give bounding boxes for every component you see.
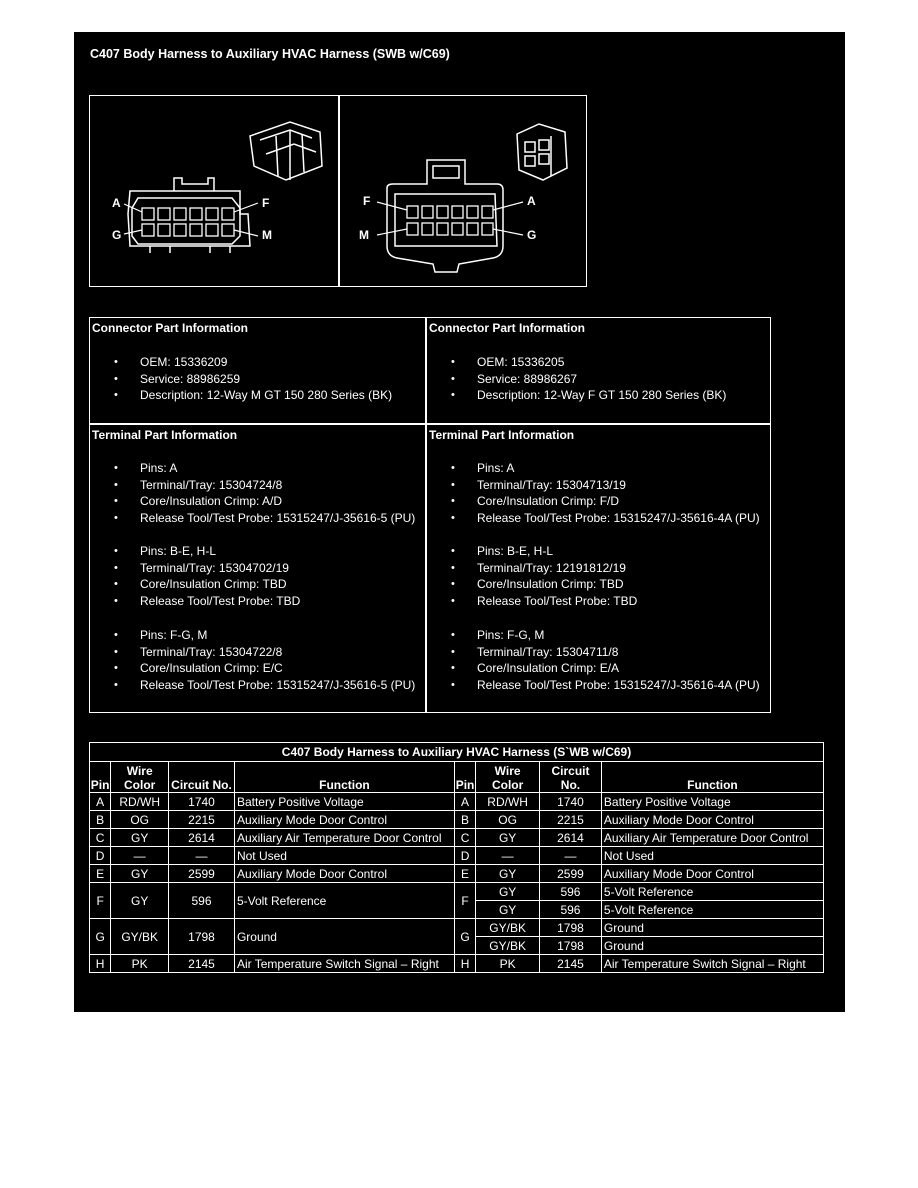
- list-item: • Release Tool/Test Probe: 15315247/J-35616-4A (PU): [451, 510, 760, 527]
- table-cell: 2599: [169, 865, 235, 883]
- table-cell: H: [90, 955, 111, 973]
- table-cell: G: [454, 919, 475, 955]
- pinout-table-body: [90, 793, 824, 973]
- table-cell: GY/BK: [476, 937, 540, 955]
- part-information-table: [89, 317, 771, 713]
- table-cell: Air Temperature Switch Signal – Right: [234, 955, 454, 973]
- column-header-wire-color: Wire Color: [111, 762, 169, 793]
- female-connector-3d-icon: [517, 124, 567, 180]
- pin-label-f: F: [363, 194, 371, 208]
- column-header-function: Function: [234, 762, 454, 793]
- table-cell: Auxiliary Mode Door Control: [234, 865, 454, 883]
- table-cell: Ground: [234, 919, 454, 955]
- table-cell: OG: [111, 811, 169, 829]
- table-cell: Battery Positive Voltage: [234, 793, 454, 811]
- table-cell: 5-Volt Reference: [601, 901, 823, 919]
- list-item: • Terminal/Tray: 15304711/8: [451, 644, 760, 661]
- list-item: • OEM: 15336205: [451, 354, 726, 371]
- table-row: [90, 793, 824, 811]
- table-cell: 596: [169, 883, 235, 919]
- table-cell: Auxiliary Air Temperature Door Control: [601, 829, 823, 847]
- list-item: • OEM: 15336209: [114, 354, 392, 371]
- list-item: • Release Tool/Test Probe: 15315247/J-35616-4A (PU): [451, 677, 760, 694]
- table-cell: 1798: [540, 919, 602, 937]
- list-item: • Core/Insulation Crimp: TBD: [114, 576, 300, 593]
- table-cell: 5-Volt Reference: [234, 883, 454, 919]
- list-item: • Core/Insulation Crimp: E/C: [114, 660, 415, 677]
- table-cell: A: [454, 793, 475, 811]
- table-cell: Ground: [601, 919, 823, 937]
- table-row: [90, 883, 824, 901]
- pin-label-g: G: [527, 228, 537, 242]
- table-cell: G: [90, 919, 111, 955]
- table-cell: —: [476, 847, 540, 865]
- pin-label-a: A: [112, 196, 121, 210]
- table-cell: Ground: [601, 937, 823, 955]
- table-cell: Battery Positive Voltage: [601, 793, 823, 811]
- list-item: • Core/Insulation Crimp: E/A: [451, 660, 760, 677]
- list-item: • Terminal/Tray: 15304724/8: [114, 477, 415, 494]
- list-item: • Pins: A: [451, 460, 760, 477]
- table-cell: 596: [540, 901, 602, 919]
- table-cell: 596: [540, 883, 602, 901]
- table-row: [90, 811, 824, 829]
- list-item: • Terminal/Tray: 15304722/8: [114, 644, 415, 661]
- table-cell: H: [454, 955, 475, 973]
- column-header-pin: Pin: [454, 762, 475, 793]
- table-cell: —: [540, 847, 602, 865]
- table-cell: GY: [476, 865, 540, 883]
- list-item: • Pins: F-G, M: [451, 627, 760, 644]
- left-terminal-info: [90, 425, 425, 712]
- table-cell: D: [454, 847, 475, 865]
- table-row: [90, 829, 824, 847]
- table-cell: D: [90, 847, 111, 865]
- list-item: • Terminal/Tray: 12191812/19: [451, 560, 637, 577]
- table-cell: F: [90, 883, 111, 919]
- connector-info-header: Connector Part Information: [429, 321, 586, 335]
- table-cell: 2599: [540, 865, 602, 883]
- table-cell: GY: [476, 901, 540, 919]
- list-item: • Service: 88986259: [114, 371, 392, 388]
- table-row: [90, 865, 824, 883]
- pin-label-m: M: [262, 228, 272, 242]
- list-item: • Release Tool/Test Probe: TBD: [114, 593, 300, 610]
- table-row: [90, 955, 824, 973]
- table-cell: Auxiliary Mode Door Control: [601, 865, 823, 883]
- table-cell: GY: [111, 883, 169, 919]
- pinout-table: [89, 742, 824, 973]
- connector-info-header: Connector Part Information: [92, 321, 249, 335]
- table-cell: OG: [476, 811, 540, 829]
- table-cell: GY: [111, 829, 169, 847]
- terminal-info-header: Terminal Part Information: [429, 428, 575, 442]
- table-cell: GY: [476, 829, 540, 847]
- table-cell: RD/WH: [111, 793, 169, 811]
- table-cell: GY/BK: [111, 919, 169, 955]
- table-cell: 2614: [169, 829, 235, 847]
- table-cell: GY: [111, 865, 169, 883]
- table-cell: —: [111, 847, 169, 865]
- table-cell: 2614: [540, 829, 602, 847]
- male-connector-3d-icon: [250, 122, 322, 180]
- table-cell: 1798: [169, 919, 235, 955]
- list-item: • Pins: B-E, H-L: [451, 543, 637, 560]
- table-cell: Auxiliary Mode Door Control: [234, 811, 454, 829]
- terminal-info-header: Terminal Part Information: [92, 428, 238, 442]
- table-cell: E: [454, 865, 475, 883]
- list-item: • Core/Insulation Crimp: TBD: [451, 576, 637, 593]
- table-cell: Not Used: [234, 847, 454, 865]
- column-header-wire-color: Wire Color: [476, 762, 540, 793]
- table-cell: —: [169, 847, 235, 865]
- left-connector-info: [90, 318, 425, 423]
- column-header-function: Function: [601, 762, 823, 793]
- table-cell: Air Temperature Switch Signal – Right: [601, 955, 823, 973]
- table-cell: Auxiliary Air Temperature Door Control: [234, 829, 454, 847]
- table-caption: C407 Body Harness to Auxiliary HVAC Harness (S`WB w/C69): [90, 743, 824, 762]
- table-cell: Not Used: [601, 847, 823, 865]
- list-item: • Pins: A: [114, 460, 415, 477]
- list-item: • Pins: F-G, M: [114, 627, 415, 644]
- table-row: [90, 847, 824, 865]
- table-cell: B: [90, 811, 111, 829]
- table-cell: F: [454, 883, 475, 919]
- list-item: • Release Tool/Test Probe: 15315247/J-35616-5 (PU): [114, 677, 415, 694]
- table-row: [90, 919, 824, 937]
- table-cell: A: [90, 793, 111, 811]
- connector-diagram: [89, 95, 587, 287]
- table-cell: 1798: [540, 937, 602, 955]
- male-connector-face: [90, 96, 337, 285]
- table-cell: GY: [476, 883, 540, 901]
- page-title: C407 Body Harness to Auxiliary HVAC Harness (SWB w/C69): [90, 47, 450, 61]
- table-cell: 2215: [169, 811, 235, 829]
- female-connector-face: [339, 96, 586, 285]
- right-terminal-info: [427, 425, 771, 712]
- table-cell: RD/WH: [476, 793, 540, 811]
- list-item: • Terminal/Tray: 15304702/19: [114, 560, 300, 577]
- table-cell: E: [90, 865, 111, 883]
- table-cell: 5-Volt Reference: [601, 883, 823, 901]
- table-cell: GY/BK: [476, 919, 540, 937]
- right-connector-info: [427, 318, 771, 423]
- list-item: • Core/Insulation Crimp: A/D: [114, 493, 415, 510]
- table-cell: PK: [476, 955, 540, 973]
- column-header-circuit: Circuit No.: [540, 762, 602, 793]
- table-cell: C: [90, 829, 111, 847]
- table-cell: 2145: [540, 955, 602, 973]
- table-cell: 1740: [540, 793, 602, 811]
- list-item: • Core/Insulation Crimp: F/D: [451, 493, 760, 510]
- table-cell: C: [454, 829, 475, 847]
- list-item: • Terminal/Tray: 15304713/19: [451, 477, 760, 494]
- list-item: • Release Tool/Test Probe: 15315247/J-35616-5 (PU): [114, 510, 415, 527]
- list-item: • Service: 88986267: [451, 371, 726, 388]
- table-cell: PK: [111, 955, 169, 973]
- pin-label-f: F: [262, 196, 270, 210]
- list-item: • Description: 12-Way M GT 150 280 Series (BK): [114, 387, 392, 404]
- list-item: • Description: 12-Way F GT 150 280 Series (BK): [451, 387, 726, 404]
- list-item: • Pins: B-E, H-L: [114, 543, 300, 560]
- pin-label-a: A: [527, 194, 536, 208]
- table-cell: B: [454, 811, 475, 829]
- table-cell: Auxiliary Mode Door Control: [601, 811, 823, 829]
- list-item: • Release Tool/Test Probe: TBD: [451, 593, 637, 610]
- table-cell: 2215: [540, 811, 602, 829]
- column-header-circuit: Circuit No.: [169, 762, 235, 793]
- table-cell: 2145: [169, 955, 235, 973]
- column-header-pin: Pin: [90, 762, 111, 793]
- pin-label-m: M: [359, 228, 369, 242]
- pin-label-g: G: [112, 228, 122, 242]
- table-cell: 1740: [169, 793, 235, 811]
